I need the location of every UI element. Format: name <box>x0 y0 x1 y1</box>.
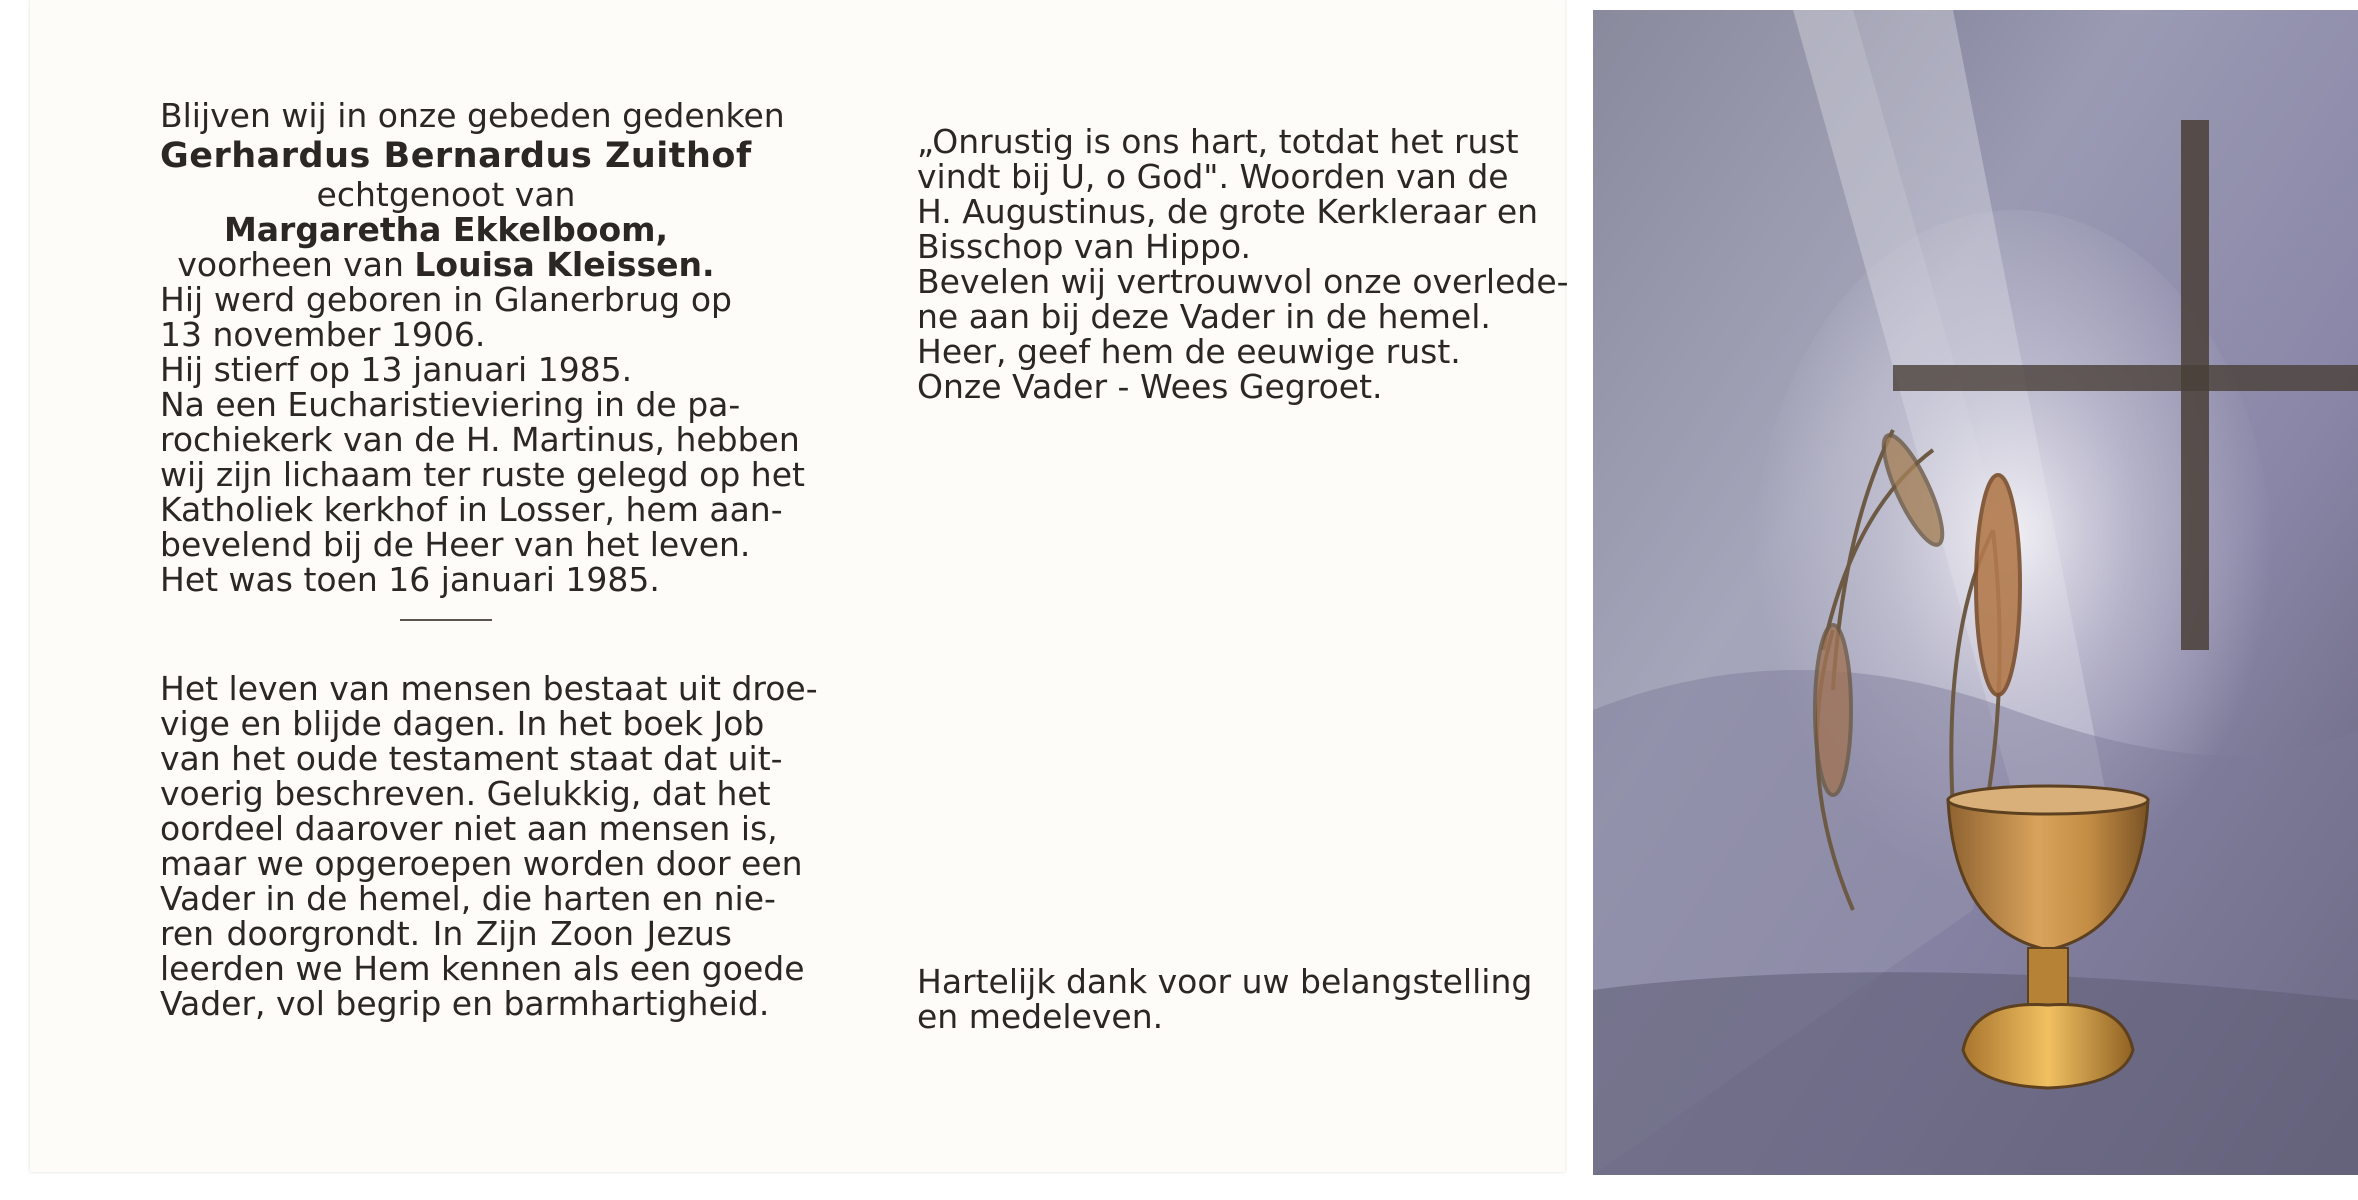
deceased-name: Gerhardus Bernardus Zuithof <box>160 136 752 176</box>
bio-line: bevelend bij de Heer van het leven. <box>160 525 751 564</box>
reflection-line: ren doorgrondt. In Zijn Zoon Jezus <box>160 914 732 953</box>
reflection <box>160 669 818 1023</box>
prayer <box>917 122 1569 406</box>
spouse-name: Margaretha Ekkelboom, <box>223 210 669 249</box>
previous-spouse-name: Louisa Kleissen. <box>414 245 715 284</box>
previous-prefix: voorheen van <box>177 245 404 284</box>
intro-text: Blijven wij in onze gebeden gedenken <box>160 96 785 135</box>
reflection-line: Vader, vol begrip en barmhartigheid. <box>160 984 770 1023</box>
prayer-line: vindt bij U, o God". Woorden van de <box>917 157 1509 196</box>
spouse-label: echtgenoot van <box>316 175 576 214</box>
devotional-painting <box>1593 10 2358 1175</box>
thanks <box>917 962 1533 1036</box>
left-column <box>160 96 818 1023</box>
prayer-line: ne aan bij deze Vader in de hemel. <box>917 297 1491 336</box>
bio-line: Het was toen 16 januari 1985. <box>160 560 660 599</box>
reflection-line: vige en blijde dagen. In het boek Job <box>160 704 765 743</box>
bio-line: Hij werd geboren in Glanerbrug op <box>160 280 732 319</box>
bio-line: Katholiek kerkhof in Losser, hem aan- <box>160 490 783 529</box>
prayer-line: Onze Vader - Wees Gegroet. <box>917 367 1383 406</box>
divider <box>400 619 492 621</box>
memorial-card <box>30 0 1569 1172</box>
prayer-line: H. Augustinus, de grote Kerkleraar en <box>917 192 1539 231</box>
reflection-line: van het oude testament staat dat uit- <box>160 739 783 778</box>
previous-spouse-line <box>160 247 732 282</box>
thanks-line: Hartelijk dank voor uw belangstelling <box>917 962 1533 1001</box>
bio-line: wij zijn lichaam ter ruste gelegd op het <box>160 455 805 494</box>
thanks-line: en medeleven. <box>917 997 1164 1036</box>
reflection-line: Het leven van mensen bestaat uit droe- <box>160 669 818 708</box>
reflection-line: Vader in de hemel, die harten en nie- <box>160 879 776 918</box>
bio-line: rochiekerk van de H. Martinus, hebben <box>160 420 800 459</box>
reflection-line: maar we opgeroepen worden door een <box>160 844 803 883</box>
reflection-line: oordeel daarover niet aan mensen is, <box>160 809 778 848</box>
bio-line: Hij stierf op 13 januari 1985. <box>160 350 633 389</box>
middle-column <box>917 122 1569 1036</box>
bio-line: Na een Eucharistieviering in de pa- <box>160 385 741 424</box>
prayer-line: Bevelen wij vertrouwvol onze overlede- <box>917 262 1569 301</box>
biography <box>160 280 805 599</box>
bio-line: 13 november 1906. <box>160 315 486 354</box>
prayer-line: „Onrustig is ons hart, totdat het rust <box>917 122 1519 161</box>
reflection-line: leerden we Hem kennen als een goede <box>160 949 805 988</box>
reflection-line: voerig beschreven. Gelukkig, dat het <box>160 774 771 813</box>
prayer-line: Heer, geef hem de eeuwige rust. <box>917 332 1461 371</box>
prayer-line: Bisschop van Hippo. <box>917 227 1252 266</box>
